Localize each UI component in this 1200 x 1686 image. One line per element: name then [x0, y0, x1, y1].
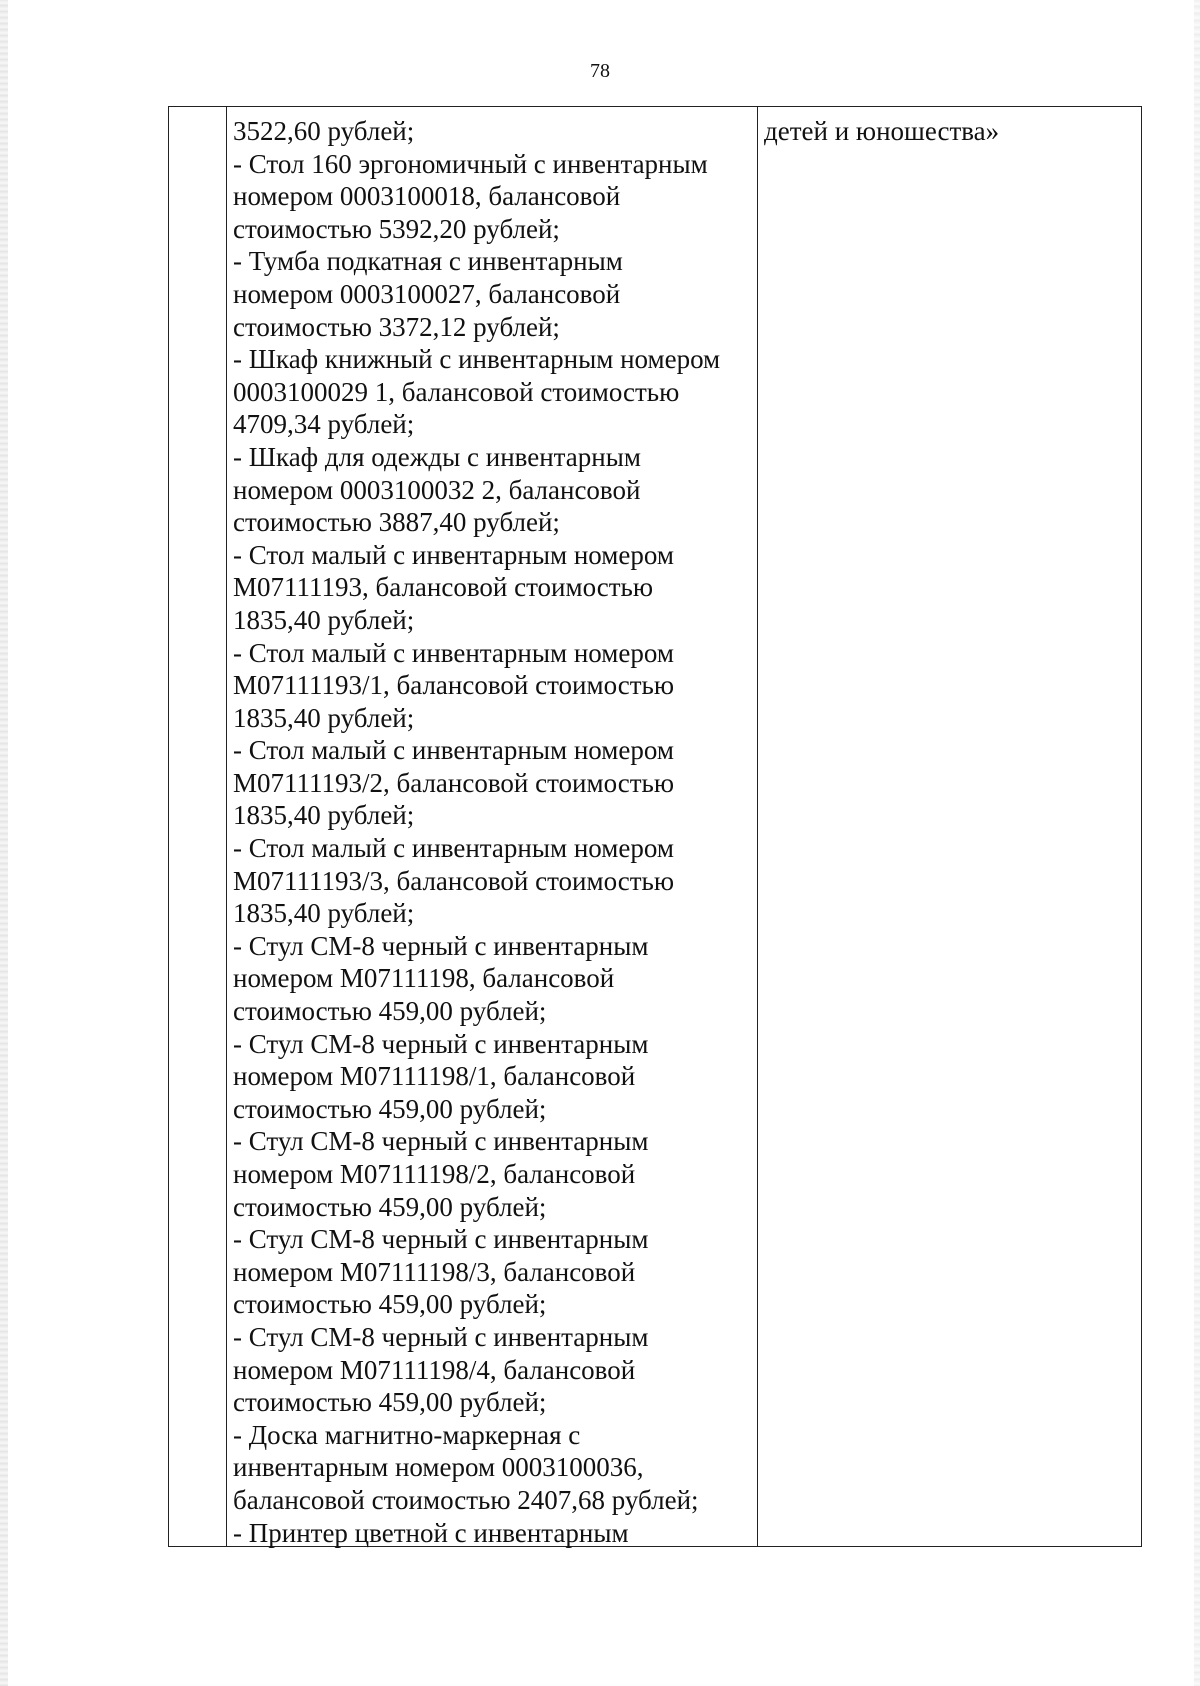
column-divider-right — [757, 107, 758, 1546]
asset-list-line: 1835,40 рублей; — [233, 604, 415, 635]
asset-list-line: номером М07111198/4, балансовой — [233, 1354, 636, 1385]
scan-edge-left — [0, 0, 8, 1686]
asset-table — [168, 106, 1142, 1547]
asset-list-line: номером 0003100027, балансовой — [233, 278, 621, 309]
asset-list-line: номером М07111198/1, балансовой — [233, 1061, 636, 1092]
asset-list-line: - Стул СМ-8 черный с инвентарным — [233, 1224, 649, 1255]
asset-list-line: 3522,60 рублей; — [233, 116, 415, 146]
asset-list-line: номером М07111198, балансовой — [233, 963, 615, 994]
asset-list-line: - Стул СМ-8 черный с инвентарным — [233, 1126, 649, 1157]
asset-list-line: номером 0003100018, балансовой — [233, 181, 621, 212]
asset-list-line: - Тумба подкатная с инвентарным — [233, 246, 623, 277]
asset-list-line: номером М07111198/3, балансовой — [233, 1256, 636, 1287]
asset-list-line: М07111193/1, балансовой стоимостью — [233, 670, 675, 701]
asset-list-line: - Доска магнитно-маркерная с — [233, 1419, 581, 1450]
asset-list-line: 4709,34 рублей; — [233, 409, 415, 440]
asset-list-line: М07111193/2, балансовой стоимостью — [233, 767, 675, 798]
asset-list-line: стоимостью 459,00 рублей; — [233, 1387, 547, 1418]
asset-list-line: М07111193/3, балансовой стоимостью — [233, 865, 675, 896]
asset-list-line: 1835,40 рублей; — [233, 800, 415, 831]
asset-list-line: - Стол малый с инвентарным номером — [233, 833, 674, 864]
asset-list-line: номером 0003100032 2, балансовой — [233, 474, 641, 505]
asset-list-line: стоимостью 459,00 рублей; — [233, 1093, 547, 1124]
asset-list-line: 0003100029 1, балансовой стоимостью — [233, 376, 680, 407]
asset-list-line: - Принтер цветной с инвентарным — [233, 1517, 629, 1548]
asset-list-line: стоимостью 5392,20 рублей; — [233, 213, 560, 244]
asset-list-line: номером М07111198/2, балансовой — [233, 1159, 636, 1189]
column-divider-left — [226, 107, 227, 1546]
scan-edge-right — [1194, 0, 1200, 1686]
asset-list-line: - Стол малый с инвентарным номером — [233, 735, 674, 766]
asset-list-cell — [233, 115, 753, 1549]
asset-list-line: - Стол 160 эргономичный с инвентарным — [233, 148, 708, 179]
asset-list-line: - Стул СМ-8 черный с инвентарным — [233, 1321, 649, 1352]
asset-list-line: 1835,40 рублей; — [233, 898, 415, 929]
asset-list-line: 1835,40 рублей; — [233, 702, 415, 733]
page-number: 78 — [590, 60, 610, 82]
asset-list-line: - Шкаф для одежды с инвентарным — [233, 441, 641, 472]
asset-list-line: стоимостью 459,00 рублей; — [233, 996, 547, 1027]
asset-list-line: - Стол малый с инвентарным номером — [233, 539, 674, 570]
asset-list-line: инвентарным номером 0003100036, — [233, 1452, 644, 1483]
asset-list-line: - Стол малый с инвентарным номером — [233, 637, 674, 668]
asset-list-line: балансовой стоимостью 2407,68 рублей; — [233, 1484, 699, 1515]
asset-list-line: М07111193, балансовой стоимостью — [233, 572, 654, 603]
asset-list-line: - Шкаф книжный с инвентарным номером — [233, 344, 721, 375]
asset-list-line: - Стул СМ-8 черный с инвентарным — [233, 1028, 649, 1059]
asset-list-line: стоимостью 3372,12 рублей; — [233, 311, 560, 342]
asset-list-line: стоимостью 459,00 рублей; — [233, 1289, 547, 1320]
recipient-cell: детей и юношества» — [764, 116, 1000, 146]
asset-list-line: - Стул СМ-8 черный с инвентарным — [233, 930, 649, 961]
asset-list-line: стоимостью 459,00 рублей; — [233, 1191, 547, 1222]
asset-list-line: стоимостью 3887,40 рублей; — [233, 507, 560, 538]
